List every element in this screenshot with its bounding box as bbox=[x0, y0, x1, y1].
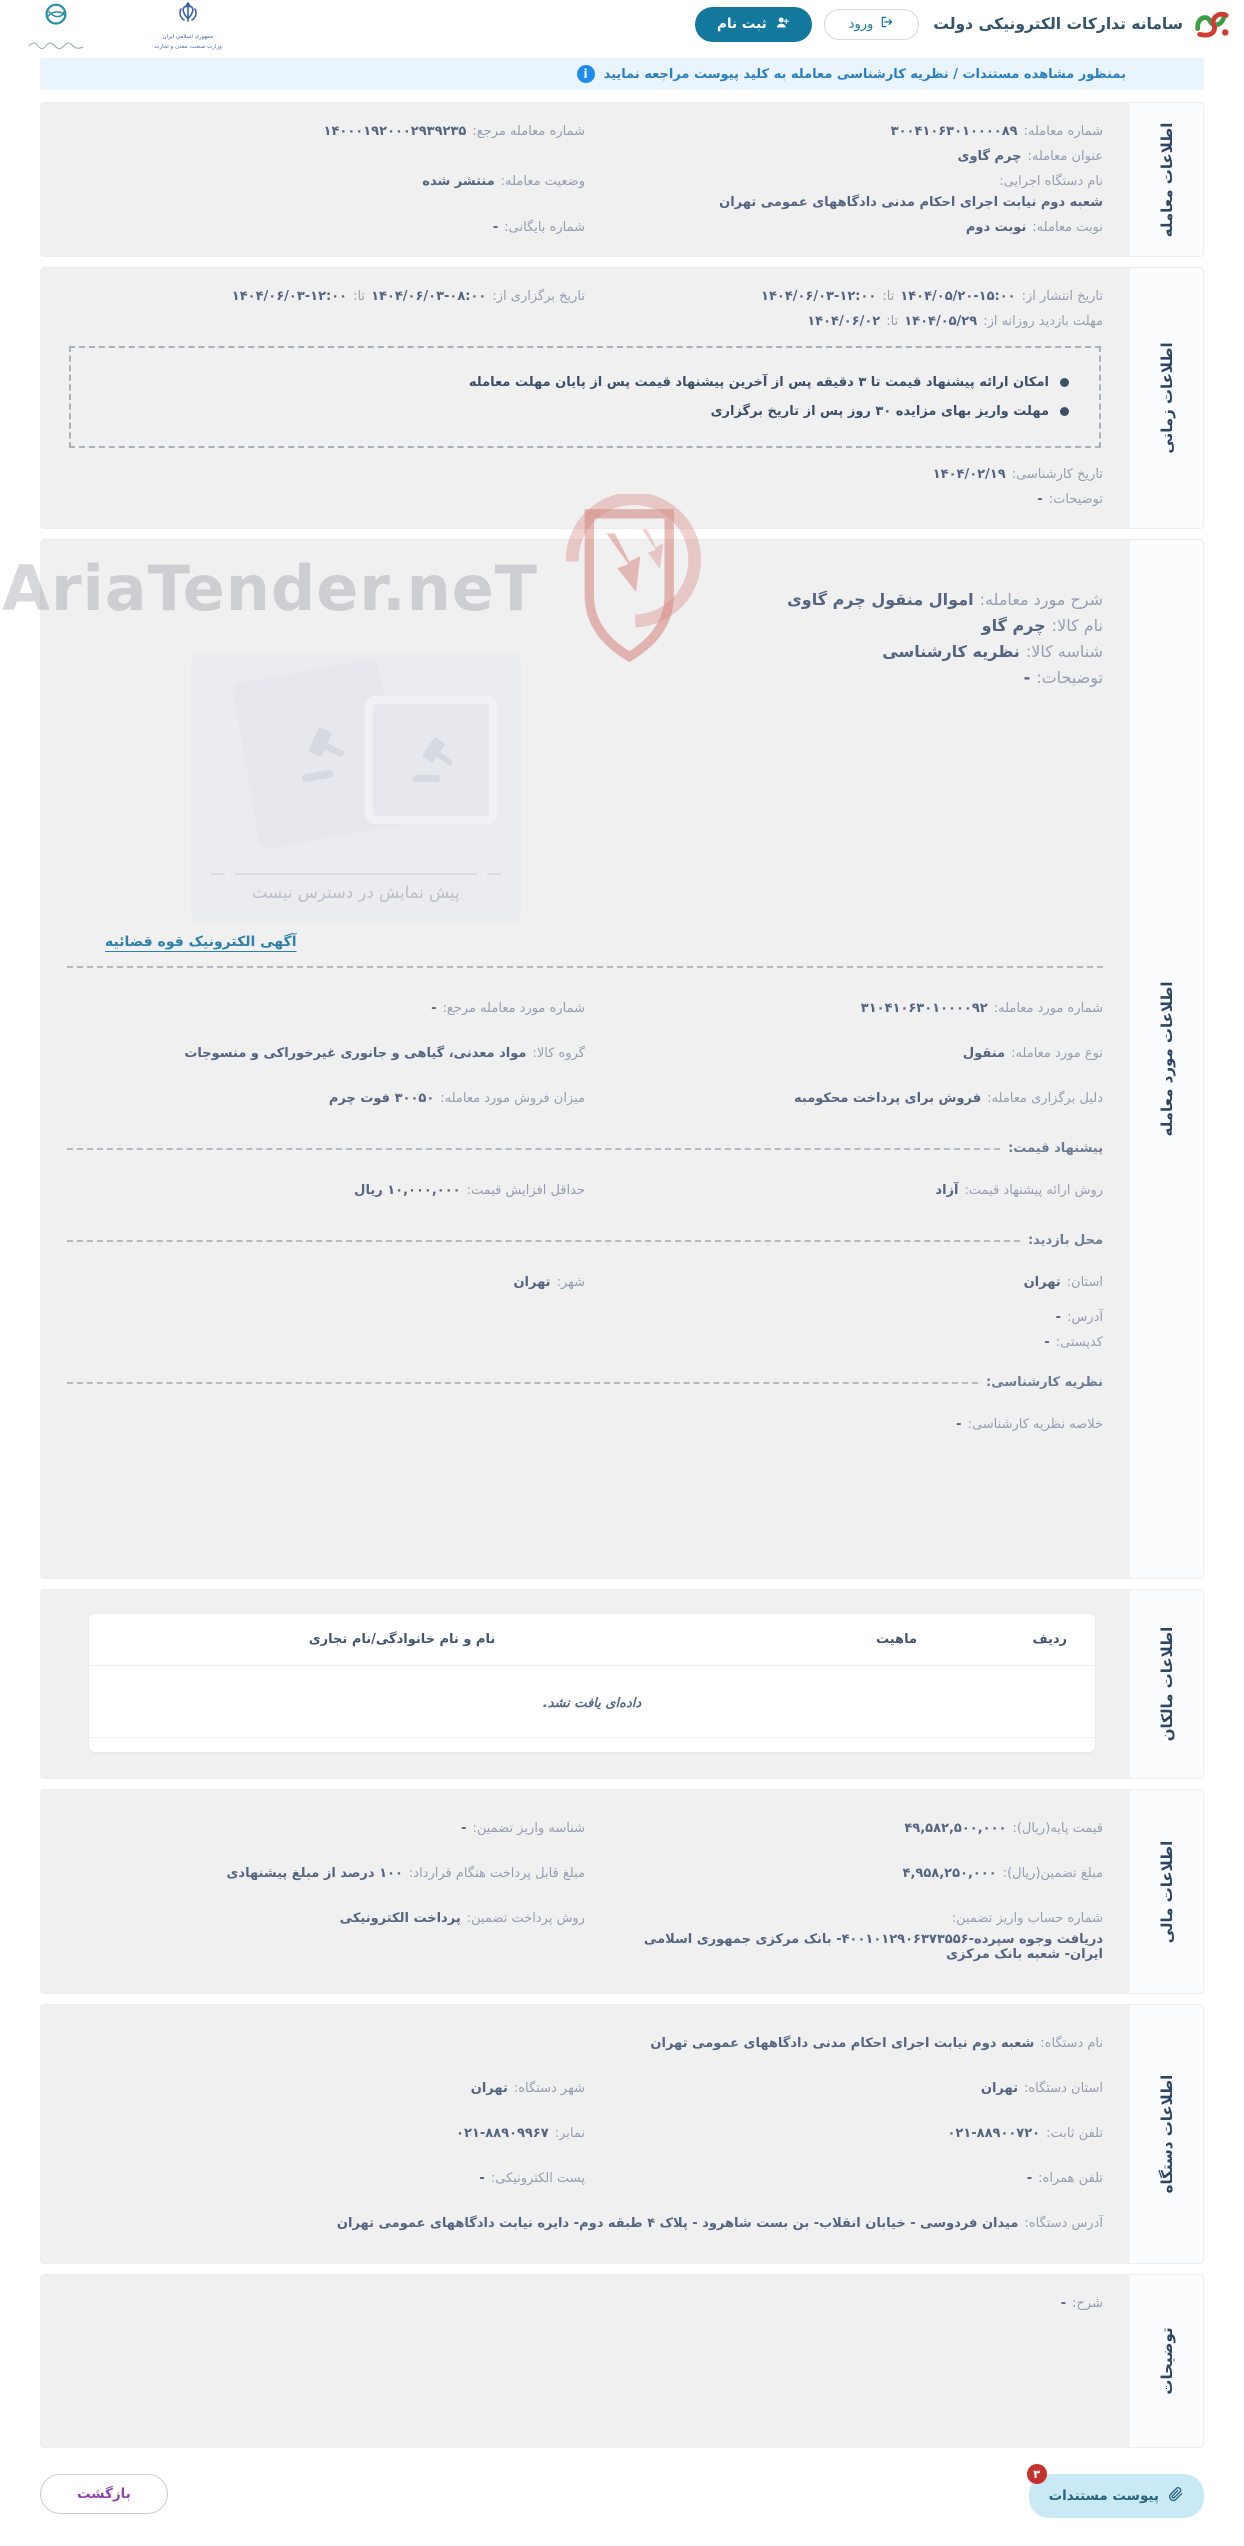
field-label: آدرس: bbox=[1067, 1310, 1103, 1325]
section-deal-info bbox=[40, 102, 1204, 257]
field-payment-method bbox=[67, 1911, 585, 1962]
field-subject-ref bbox=[67, 1001, 585, 1016]
info-icon: i bbox=[577, 65, 595, 83]
field-value: ۱۰۰ درصد از مبلغ پیشنهادی bbox=[226, 1866, 403, 1881]
deal-row-3 bbox=[67, 169, 1103, 215]
field-deal-number bbox=[585, 124, 1103, 139]
bullet-dot-icon bbox=[1060, 407, 1069, 416]
section-label-timing bbox=[1129, 268, 1203, 528]
rule-bullet-2 bbox=[101, 397, 1069, 426]
field-label: تاریخ برگزاری از: bbox=[492, 289, 585, 304]
attachments-label: پیوست مستندات bbox=[1048, 2488, 1159, 2504]
column-header-row: ردیف bbox=[1032, 1632, 1067, 1647]
section-title: اطلاعات دستگاه bbox=[1157, 2074, 1176, 2194]
field-label: توضیحات: bbox=[1036, 668, 1103, 687]
rule-text: امکان ارائه پیشنهاد قیمت تا ۳ دقیقه پس از آخرین پیشنهاد قیمت پس از پایان مهلت معامله bbox=[468, 375, 1049, 390]
field-label: تا: bbox=[353, 289, 366, 304]
field-holding-date bbox=[67, 289, 585, 304]
financial-row-2 bbox=[67, 1851, 1103, 1896]
field-value: تهران bbox=[1023, 1275, 1061, 1290]
field-value: ۴۹,۵۸۲,۵۰۰,۰۰۰ bbox=[904, 1821, 1007, 1836]
field-label: شهر دستگاه: bbox=[513, 2081, 585, 2096]
section-label-owners bbox=[1129, 1590, 1203, 1778]
section-title: اطلاعات مالی bbox=[1157, 1840, 1176, 1943]
image-preview-placeholder bbox=[191, 654, 521, 922]
field-label: نمابر: bbox=[554, 2126, 585, 2141]
section-subject-info bbox=[40, 539, 1204, 1579]
field-label: آدرس دستگاه: bbox=[1024, 2216, 1103, 2231]
field-label: خلاصه نظریه کارشناسی: bbox=[967, 1417, 1103, 1432]
field-subject-number bbox=[585, 1001, 1103, 1016]
field-value: ۱۴۰۴/۰۵/۲۹ bbox=[904, 314, 978, 329]
judiciary-ad-link[interactable]: آگهی الکترونیک قوه قضائیه bbox=[105, 934, 297, 950]
emblem-caption-2: وزارت صنعت، معدن و تجارت bbox=[154, 43, 222, 50]
field-label: گروه کالا: bbox=[532, 1046, 585, 1061]
emblem-caption-1: جمهوری اسلامی ایران bbox=[162, 33, 214, 40]
field-value: - bbox=[1055, 1310, 1062, 1325]
top-bar bbox=[0, 0, 1244, 48]
ministry-emblem bbox=[142, 1, 234, 52]
section-title: توضیحات bbox=[1157, 2327, 1176, 2395]
subject-row-3 bbox=[67, 1076, 1103, 1121]
field-label: شناسه واریز تضمین: bbox=[472, 1821, 585, 1836]
subject-top bbox=[67, 556, 1103, 928]
field-value: مواد معدنی، گیاهی و جانوری غیرخوراکی و منسوجات bbox=[184, 1046, 527, 1061]
register-label: ثبت نام bbox=[717, 16, 767, 32]
agency-row-3 bbox=[67, 2111, 1103, 2156]
financial-body bbox=[41, 1790, 1129, 1993]
field-city bbox=[67, 1275, 585, 1290]
field-value: ۰۲۱-۸۸۹۰۹۹۶۷ bbox=[456, 2126, 549, 2141]
deal-body bbox=[41, 103, 1129, 256]
field-contract-payment bbox=[67, 1866, 585, 1881]
field-value: چرم گاو bbox=[981, 616, 1046, 635]
preview-stage bbox=[205, 668, 507, 871]
field-postal-code bbox=[67, 1335, 1103, 1350]
section-label-deal bbox=[1129, 103, 1203, 256]
field-sale-amount bbox=[67, 1091, 585, 1106]
subject-row-7 bbox=[67, 1330, 1103, 1355]
field-agency-phone bbox=[585, 2126, 1103, 2141]
field-label: شماره معامله مرجع: bbox=[472, 124, 585, 139]
field-agency-mobile bbox=[585, 2171, 1103, 2186]
field-value: - bbox=[492, 220, 499, 235]
field-min-increase bbox=[67, 1183, 585, 1198]
field-label: تا: bbox=[882, 289, 895, 304]
section-title: اطلاعات مورد معامله bbox=[1157, 981, 1176, 1137]
section-label-financial bbox=[1129, 1790, 1203, 1993]
field-value: - bbox=[956, 1417, 962, 1432]
section-financial-info bbox=[40, 1789, 1204, 1994]
field-value: ۳۱۰۴۱۰۶۳۰۱۰۰۰۰۹۲ bbox=[860, 1001, 988, 1016]
field-value: نظریه کارشناسی bbox=[882, 642, 1020, 661]
field-value: نوبت دوم bbox=[965, 220, 1027, 235]
brand-and-actions bbox=[695, 3, 1230, 45]
field-label: تا: bbox=[886, 314, 899, 329]
iran-emblem-icon bbox=[176, 1, 200, 31]
field-agency-province bbox=[585, 2081, 1103, 2096]
column-header-name: نام و نام خانوادگی/نام تجاری bbox=[308, 1632, 496, 1647]
page-footer bbox=[40, 2467, 1204, 2518]
timing-row-2 bbox=[67, 309, 1103, 334]
subject-fields bbox=[544, 556, 1103, 687]
field-label: دلیل برگزاری معامله: bbox=[987, 1091, 1103, 1106]
field-value: ۱۴۰۴/۰۲/۱۹ bbox=[932, 467, 1006, 482]
notice-text: بمنظور مشاهده مستندات / نظریه کارشناسی معامله به کلید پیوست مراجعه نمایید bbox=[603, 66, 1126, 82]
field-subject-type bbox=[585, 1046, 1103, 1061]
field-value: چرم گاوی bbox=[957, 149, 1022, 164]
org-caption-script bbox=[27, 35, 85, 54]
back-button[interactable]: بازگشت bbox=[40, 2474, 168, 2514]
section-label-agency bbox=[1129, 2005, 1203, 2263]
divider-label: نظریه کارشناسی: bbox=[986, 1375, 1103, 1390]
financial-row-3 bbox=[67, 1896, 1103, 1977]
timing-row-4 bbox=[67, 487, 1103, 512]
field-value: تهران bbox=[470, 2081, 508, 2096]
field-value: منقول bbox=[962, 1046, 1006, 1061]
preview-unavailable-text: پیش نمایش در دسترس نیست bbox=[252, 883, 460, 902]
field-label: نام کالا: bbox=[1051, 616, 1103, 635]
agency-body bbox=[41, 2005, 1129, 2263]
field-agency-email bbox=[67, 2171, 585, 2186]
field-value: اموال منقول چرم گاوی bbox=[787, 590, 974, 609]
attachments-button[interactable] bbox=[1029, 2467, 1204, 2518]
section-title: اطلاعات زمانی bbox=[1157, 342, 1176, 454]
field-value: دریافت وجوه سپرده-۴۰۰۱۰۱۲۹۰۶۳۷۳۵۵۶- بانک مرکزی جمهوری اسلامی ایران- شعبه بانک مرکزی bbox=[643, 1932, 1103, 1962]
section-agency-info bbox=[40, 2004, 1204, 2264]
field-label: شماره مورد معامله مرجع: bbox=[442, 1001, 585, 1016]
field-label: عنوان معامله: bbox=[1027, 149, 1103, 164]
field-value: - bbox=[461, 1821, 467, 1836]
field-archive-number bbox=[67, 220, 585, 235]
field-expertise-date bbox=[67, 467, 1103, 482]
brand bbox=[933, 3, 1230, 45]
field-value: ۱۴۰۴/۰۶/۰۳-۱۲:۰۰ bbox=[761, 289, 877, 304]
field-deal-reason bbox=[585, 1091, 1103, 1106]
timing-row-3 bbox=[67, 462, 1103, 487]
field-publish-date bbox=[585, 289, 1103, 304]
divider-dash bbox=[67, 1240, 1020, 1242]
field-value: ۰۲۱-۸۸۹۰۰۷۲۰ bbox=[947, 2126, 1041, 2141]
deal-row-4 bbox=[67, 215, 1103, 240]
field-timing-notes bbox=[67, 492, 1103, 507]
field-base-price bbox=[585, 1821, 1103, 1836]
section-title: اطلاعات مالکان bbox=[1157, 1626, 1176, 1742]
field-value: - bbox=[1023, 668, 1031, 687]
field-label: شهر: bbox=[556, 1275, 585, 1290]
field-value: ۱۰,۰۰۰,۰۰۰ ریال bbox=[354, 1183, 461, 1198]
rule-text: مهلت واریز بهای مزایده ۳۰ روز پس از تاریخ برگزاری bbox=[710, 404, 1049, 419]
field-value: - bbox=[1026, 2171, 1033, 2186]
divider-label: پیشنهاد قیمت: bbox=[1008, 1141, 1103, 1156]
subject-row-1 bbox=[67, 986, 1103, 1031]
field-subject-notes bbox=[544, 668, 1103, 687]
subject-row-5 bbox=[67, 1260, 1103, 1305]
field-value: شعبه دوم نیابت اجرای احکام مدنی دادگاههای عمومی تهران bbox=[719, 195, 1103, 210]
field-label: حداقل افزایش قیمت: bbox=[466, 1183, 585, 1198]
field-label: تاریخ انتشار از: bbox=[1021, 289, 1103, 304]
field-province bbox=[585, 1275, 1103, 1290]
financial-row-1 bbox=[67, 1806, 1103, 1851]
register-button[interactable] bbox=[695, 7, 812, 42]
watermark-text: AriaTender.neT bbox=[2, 552, 539, 625]
field-value: - bbox=[479, 2171, 485, 2186]
subject-row-6 bbox=[67, 1305, 1103, 1330]
field-label: شماره مورد معامله: bbox=[993, 1001, 1103, 1016]
status-badge: منتشر شده bbox=[422, 174, 495, 189]
notice-bar bbox=[40, 58, 1204, 90]
dashed-separator bbox=[67, 966, 1103, 968]
app-title: سامانه تدارکات الکترونیکی دولت bbox=[933, 15, 1183, 33]
field-deal-ref-number bbox=[67, 124, 585, 139]
field-value: ۱۴۰۴/۰۶/۰۲ bbox=[807, 314, 881, 329]
field-value: تهران bbox=[513, 1275, 551, 1290]
register-icon bbox=[775, 15, 790, 34]
divider-label: محل بازدید: bbox=[1027, 1233, 1103, 1248]
field-label: شناسه کالا: bbox=[1025, 642, 1103, 661]
field-label: استان: bbox=[1066, 1275, 1103, 1290]
field-label: مبلغ قابل پرداخت هنگام قرارداد: bbox=[408, 1866, 585, 1881]
field-deal-status bbox=[67, 174, 585, 210]
divider-dash bbox=[67, 1382, 978, 1384]
field-value: ۱۴۰۰۰۱۹۲۰۰۰۲۹۳۹۲۳۵ bbox=[323, 124, 467, 139]
field-label: روش ارائه پیشنهاد قیمت: bbox=[964, 1183, 1103, 1198]
field-address bbox=[67, 1310, 1103, 1325]
field-label: پست الکترونیکی: bbox=[490, 2171, 585, 2186]
field-label: وضعیت معامله: bbox=[500, 174, 585, 189]
field-value: - bbox=[431, 1001, 437, 1016]
owners-table-footer bbox=[89, 1738, 1095, 1752]
field-value: - bbox=[1060, 2296, 1067, 2311]
agency-row-2 bbox=[67, 2066, 1103, 2111]
attachments-count-badge: ۳ bbox=[1027, 2464, 1047, 2484]
field-label: نوع مورد معامله: bbox=[1011, 1046, 1103, 1061]
subject-row-8 bbox=[67, 1402, 1103, 1447]
deal-row-2 bbox=[67, 144, 1103, 169]
field-label: تلفن ثابت: bbox=[1046, 2126, 1103, 2141]
login-button[interactable] bbox=[824, 9, 920, 40]
field-label: نام دستگاه اجرایی: bbox=[999, 174, 1103, 189]
field-agency-address bbox=[67, 2216, 1103, 2231]
field-deposit-account bbox=[585, 1911, 1103, 1962]
field-label: شماره بایگانی: bbox=[504, 220, 585, 235]
field-label: تلفن همراه: bbox=[1038, 2171, 1103, 2186]
login-label: ورود bbox=[848, 16, 874, 32]
setadiran-logo-icon bbox=[1192, 3, 1230, 45]
field-agency-fax bbox=[67, 2126, 585, 2141]
field-label: مبلغ تضمین(ریال): bbox=[1002, 1866, 1103, 1881]
field-label: شماره معامله: bbox=[1023, 124, 1103, 139]
section-timing-info bbox=[40, 267, 1204, 529]
field-label: توضیحات: bbox=[1048, 492, 1103, 507]
field-value: - bbox=[1044, 1335, 1050, 1350]
section-notes bbox=[40, 2274, 1204, 2448]
field-label: نام دستگاه: bbox=[1040, 2036, 1103, 2051]
agency-row-1 bbox=[67, 2021, 1103, 2066]
field-value: ۱۴۰۴/۰۶/۰۳-۰۸:۰۰ bbox=[371, 289, 487, 304]
field-item-name bbox=[544, 616, 1103, 635]
field-label: شرح مورد معامله: bbox=[979, 590, 1103, 609]
field-exec-agency bbox=[585, 174, 1103, 210]
column-header-nature: ماهیت bbox=[875, 1632, 917, 1647]
globe-swirl-icon bbox=[41, 1, 71, 35]
field-label: کدپستی: bbox=[1055, 1335, 1103, 1350]
divider-dash bbox=[67, 1148, 1000, 1150]
subject-body bbox=[41, 540, 1129, 1578]
field-value: ۱۴۰۴/۰۶/۰۳-۱۲:۰۰ bbox=[231, 289, 348, 304]
field-notes-desc bbox=[67, 2296, 1103, 2311]
org-logo bbox=[10, 1, 102, 54]
field-deal-title bbox=[67, 149, 1103, 164]
field-offer-method bbox=[585, 1183, 1103, 1198]
visit-location-divider bbox=[67, 1233, 1103, 1248]
owners-table-empty-message: داده‌ای یافت نشد. bbox=[89, 1666, 1095, 1738]
field-value: آزاد bbox=[935, 1183, 959, 1198]
agency-row-5 bbox=[67, 2201, 1103, 2246]
owners-table bbox=[89, 1614, 1095, 1752]
field-value: شعبه دوم نیابت اجرای احکام مدنی دادگاههای عمومی تهران bbox=[650, 2036, 1035, 2051]
field-label: شرح: bbox=[1072, 2296, 1103, 2311]
auth-actions bbox=[695, 7, 919, 42]
expert-opinion-divider bbox=[67, 1375, 1103, 1390]
field-value: ۳۰۰۴۱۰۶۳۰۱۰۰۰۰۸۹ bbox=[890, 124, 1018, 139]
field-value: - bbox=[1037, 492, 1043, 507]
field-agency-city bbox=[67, 2081, 585, 2096]
field-label: تاریخ کارشناسی: bbox=[1011, 467, 1103, 482]
notes-body bbox=[41, 2275, 1129, 2447]
subject-row-4 bbox=[67, 1168, 1103, 1213]
field-label: روش پرداخت تضمین: bbox=[466, 1911, 585, 1926]
field-visit-deadline bbox=[585, 314, 1103, 329]
timing-row-1 bbox=[67, 284, 1103, 309]
field-guarantee-amount bbox=[585, 1866, 1103, 1881]
field-value: پرداخت الکترونیکی bbox=[339, 1911, 461, 1926]
gavel-icon bbox=[403, 732, 459, 788]
field-item-id bbox=[544, 642, 1103, 661]
field-deposit-id bbox=[67, 1821, 585, 1836]
section-label-subject bbox=[1129, 540, 1203, 1578]
section-title: اطلاعات معامله bbox=[1157, 122, 1176, 237]
field-value: ۴,۹۵۸,۲۵۰,۰۰۰ bbox=[902, 1866, 997, 1881]
field-value: تهران bbox=[980, 2081, 1018, 2096]
gavel-icon bbox=[282, 717, 356, 791]
bullet-dot-icon bbox=[1060, 378, 1069, 387]
owners-body bbox=[41, 1590, 1129, 1778]
field-label: مهلت بازدید روزانه از: bbox=[983, 314, 1103, 329]
field-deal-turn bbox=[585, 220, 1103, 235]
preview-divider bbox=[211, 873, 501, 875]
field-item-group bbox=[67, 1046, 585, 1061]
field-agency-name bbox=[67, 2036, 1103, 2051]
owners-table-header bbox=[89, 1614, 1095, 1666]
field-value: فروش برای پرداخت محکومبه bbox=[794, 1091, 982, 1106]
field-label: میزان فروش مورد معامله: bbox=[440, 1091, 585, 1106]
timing-rules-box bbox=[69, 346, 1101, 448]
field-value: میدان فردوسی - خیابان انقلاب- بن بست شاهرود - پلاک ۴ طبقه دوم- دایره نیابت دادگاههای عمومی تهران bbox=[336, 2216, 1019, 2231]
notes-row-1 bbox=[67, 2291, 1103, 2316]
field-label: شماره حساب واریز تضمین: bbox=[951, 1911, 1103, 1926]
field-expert-summary bbox=[67, 1417, 1103, 1432]
government-logos bbox=[10, 0, 234, 54]
field-value: ۱۴۰۴/۰۵/۲۰-۱۵:۰۰ bbox=[900, 289, 1016, 304]
field-subject-desc bbox=[544, 590, 1103, 609]
field-label: استان دستگاه: bbox=[1023, 2081, 1103, 2096]
timing-body bbox=[41, 268, 1129, 528]
agency-row-4 bbox=[67, 2156, 1103, 2201]
price-offer-divider bbox=[67, 1141, 1103, 1156]
photo-card-front bbox=[365, 696, 497, 824]
field-value: ۳۰۰۵۰ فوت چرم bbox=[328, 1091, 435, 1106]
preview-wrap bbox=[67, 556, 523, 922]
deal-row-1 bbox=[67, 119, 1103, 144]
login-icon bbox=[880, 15, 894, 33]
subject-row-2 bbox=[67, 1031, 1103, 1076]
rule-bullet-1 bbox=[101, 368, 1069, 397]
paperclip-icon bbox=[1168, 2486, 1184, 2506]
section-owners-info bbox=[40, 1589, 1204, 1779]
field-label: نوبت معامله: bbox=[1032, 220, 1103, 235]
field-label: قیمت پایه(ریال): bbox=[1012, 1821, 1103, 1836]
section-label-notes bbox=[1129, 2275, 1203, 2447]
